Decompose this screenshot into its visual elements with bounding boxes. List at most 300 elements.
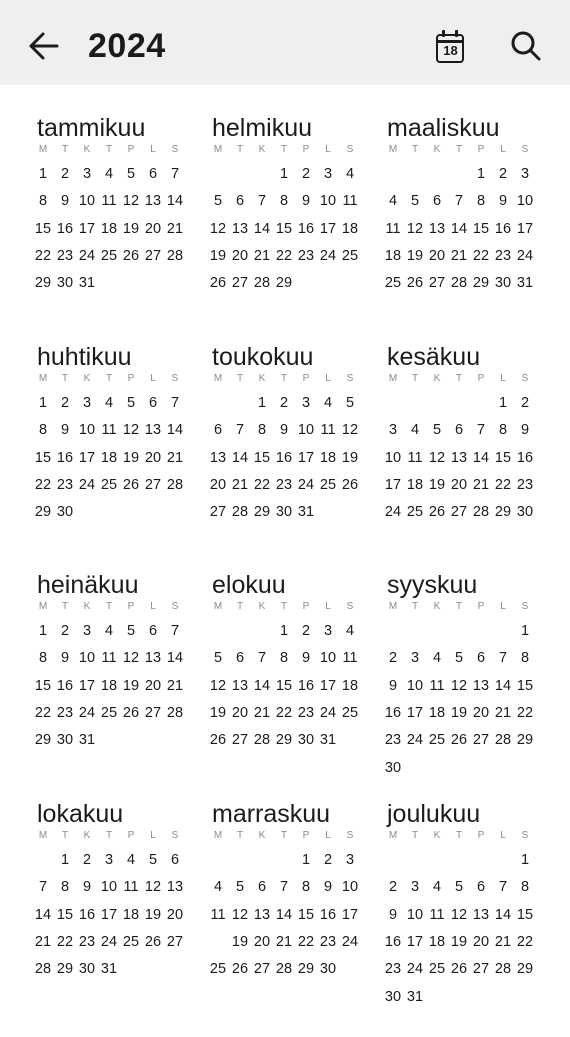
day-cell[interactable]: 27 <box>166 933 184 950</box>
day-cell[interactable]: 23 <box>319 933 337 950</box>
today-day-cell[interactable]: 18 <box>207 929 229 956</box>
day-cell[interactable]: 14 <box>494 906 512 923</box>
day-cell[interactable]: 4 <box>126 852 136 868</box>
day-cell[interactable]: 10 <box>297 422 315 439</box>
day-cell[interactable]: 13 <box>231 220 249 237</box>
day-cell[interactable]: 6 <box>148 623 158 639</box>
day-cell[interactable]: 7 <box>38 879 48 896</box>
day-cell[interactable]: 16 <box>494 220 512 237</box>
day-cell[interactable]: 1 <box>60 852 70 868</box>
day-cell[interactable]: 6 <box>476 650 486 667</box>
day-cell[interactable]: 17 <box>516 220 534 237</box>
day-cell[interactable]: 12 <box>209 220 227 237</box>
day-cell[interactable]: 2 <box>323 852 333 868</box>
day-cell[interactable]: 26 <box>122 704 140 721</box>
day-cell[interactable]: 16 <box>56 677 74 694</box>
day-cell[interactable]: 21 <box>166 677 184 694</box>
day-cell[interactable]: 14 <box>472 449 490 466</box>
day-cell[interactable]: 25 <box>428 732 446 749</box>
day-cell[interactable]: 5 <box>213 193 223 210</box>
day-cell[interactable]: 28 <box>166 476 184 493</box>
day-cell[interactable]: 30 <box>56 732 74 749</box>
day-cell[interactable]: 2 <box>60 623 70 639</box>
day-cell[interactable]: 4 <box>213 879 223 896</box>
day-cell[interactable]: 7 <box>279 879 289 896</box>
day-cell[interactable]: 29 <box>472 275 490 292</box>
day-cell[interactable]: 25 <box>122 933 140 950</box>
day-cell[interactable]: 22 <box>34 704 52 721</box>
day-cell[interactable]: 5 <box>454 879 464 896</box>
day-cell[interactable]: 20 <box>253 933 271 950</box>
day-cell[interactable]: 17 <box>406 933 424 950</box>
day-cell[interactable]: 13 <box>144 193 162 210</box>
day-cell[interactable]: 28 <box>494 732 512 749</box>
day-cell[interactable]: 18 <box>428 704 446 721</box>
day-cell[interactable]: 1 <box>279 623 289 639</box>
day-cell[interactable]: 24 <box>406 732 424 749</box>
day-cell[interactable]: 11 <box>210 906 226 923</box>
day-cell[interactable]: 7 <box>498 650 508 667</box>
day-cell[interactable]: 11 <box>429 906 445 923</box>
day-cell[interactable]: 25 <box>100 476 118 493</box>
day-cell[interactable]: 6 <box>148 166 158 182</box>
day-cell[interactable]: 9 <box>60 422 70 439</box>
day-cell[interactable]: 24 <box>319 247 337 264</box>
day-cell[interactable]: 11 <box>342 650 358 667</box>
day-cell[interactable]: 18 <box>341 220 359 237</box>
day-cell[interactable]: 7 <box>170 166 180 182</box>
day-cell[interactable]: 5 <box>235 879 245 896</box>
day-cell[interactable]: 16 <box>56 220 74 237</box>
day-cell[interactable]: 7 <box>476 422 486 439</box>
day-cell[interactable]: 31 <box>78 732 96 749</box>
day-cell[interactable]: 10 <box>78 422 96 439</box>
day-cell[interactable]: 31 <box>516 275 534 292</box>
day-cell[interactable]: 11 <box>101 193 117 210</box>
day-cell[interactable]: 12 <box>428 449 446 466</box>
day-cell[interactable]: 29 <box>253 504 271 521</box>
day-cell[interactable]: 29 <box>494 504 512 521</box>
search-button[interactable] <box>506 26 546 66</box>
day-cell[interactable]: 15 <box>275 677 293 694</box>
day-cell[interactable]: 22 <box>516 933 534 950</box>
day-cell[interactable]: 13 <box>231 677 249 694</box>
day-cell[interactable]: 16 <box>384 933 402 950</box>
day-cell[interactable]: 18 <box>100 677 118 694</box>
day-cell[interactable]: 22 <box>275 704 293 721</box>
day-cell[interactable]: 21 <box>472 476 490 493</box>
day-cell[interactable]: 15 <box>275 220 293 237</box>
day-cell[interactable]: 6 <box>454 422 464 439</box>
day-cell[interactable]: 10 <box>516 193 534 210</box>
day-cell[interactable]: 20 <box>450 476 468 493</box>
day-cell[interactable]: 22 <box>34 247 52 264</box>
day-cell[interactable]: 14 <box>253 677 271 694</box>
day-cell[interactable]: 25 <box>384 275 402 292</box>
day-cell[interactable]: 19 <box>450 704 468 721</box>
day-cell[interactable]: 27 <box>144 704 162 721</box>
day-cell[interactable]: 7 <box>257 650 267 667</box>
day-cell[interactable]: 28 <box>166 704 184 721</box>
day-cell[interactable]: 16 <box>384 704 402 721</box>
day-cell[interactable]: 8 <box>476 193 486 210</box>
day-cell[interactable]: 4 <box>104 166 114 182</box>
day-cell[interactable]: 28 <box>34 961 52 978</box>
day-cell[interactable]: 23 <box>516 476 534 493</box>
day-cell[interactable]: 14 <box>34 906 52 923</box>
day-cell[interactable]: 25 <box>428 961 446 978</box>
day-cell[interactable]: 23 <box>56 704 74 721</box>
day-cell[interactable]: 5 <box>213 650 223 667</box>
day-cell[interactable]: 4 <box>345 166 355 182</box>
day-cell[interactable]: 12 <box>231 906 249 923</box>
day-cell[interactable]: 16 <box>275 449 293 466</box>
day-cell[interactable]: 2 <box>388 650 398 667</box>
day-cell[interactable]: 13 <box>144 422 162 439</box>
day-cell[interactable]: 14 <box>166 650 184 667</box>
day-cell[interactable]: 29 <box>516 732 534 749</box>
day-cell[interactable]: 17 <box>319 677 337 694</box>
day-cell[interactable]: 23 <box>384 732 402 749</box>
day-cell[interactable]: 14 <box>275 906 293 923</box>
day-cell[interactable]: 21 <box>275 933 293 950</box>
day-cell[interactable]: 10 <box>406 906 424 923</box>
day-cell[interactable]: 20 <box>472 933 490 950</box>
day-cell[interactable]: 22 <box>275 247 293 264</box>
day-cell[interactable]: 5 <box>410 193 420 210</box>
day-cell[interactable]: 18 <box>341 677 359 694</box>
day-cell[interactable]: 4 <box>388 193 398 210</box>
day-cell[interactable]: 19 <box>341 449 359 466</box>
day-cell[interactable]: 26 <box>450 732 468 749</box>
day-cell[interactable]: 13 <box>428 220 446 237</box>
day-cell[interactable]: 25 <box>319 476 337 493</box>
day-cell[interactable]: 5 <box>126 166 136 182</box>
day-cell[interactable]: 12 <box>122 193 140 210</box>
day-cell[interactable]: 23 <box>297 247 315 264</box>
day-cell[interactable]: 25 <box>341 247 359 264</box>
back-button[interactable] <box>24 26 64 66</box>
day-cell[interactable]: 7 <box>235 422 245 439</box>
day-cell[interactable]: 1 <box>476 166 486 182</box>
day-cell[interactable]: 30 <box>56 275 74 292</box>
day-cell[interactable]: 27 <box>472 732 490 749</box>
day-cell[interactable]: 14 <box>231 449 249 466</box>
day-cell[interactable]: 14 <box>166 422 184 439</box>
day-cell[interactable]: 19 <box>209 247 227 264</box>
day-cell[interactable]: 19 <box>209 704 227 721</box>
day-cell[interactable]: 23 <box>78 933 96 950</box>
day-cell[interactable]: 22 <box>253 476 271 493</box>
day-cell[interactable]: 13 <box>472 677 490 694</box>
day-cell[interactable]: 5 <box>454 650 464 667</box>
day-cell[interactable]: 7 <box>170 623 180 639</box>
day-cell[interactable]: 20 <box>144 220 162 237</box>
day-cell[interactable]: 10 <box>384 449 402 466</box>
day-cell[interactable]: 24 <box>341 933 359 950</box>
day-cell[interactable]: 9 <box>60 193 70 210</box>
day-cell[interactable]: 22 <box>472 247 490 264</box>
day-cell[interactable]: 8 <box>257 422 267 439</box>
day-cell[interactable]: 27 <box>231 275 249 292</box>
day-cell[interactable]: 3 <box>301 395 311 411</box>
day-cell[interactable]: 23 <box>297 704 315 721</box>
day-cell[interactable]: 16 <box>319 906 337 923</box>
day-cell[interactable]: 24 <box>100 933 118 950</box>
day-cell[interactable]: 13 <box>166 879 184 896</box>
day-cell[interactable]: 4 <box>104 623 114 639</box>
day-cell[interactable]: 27 <box>472 961 490 978</box>
day-cell[interactable]: 1 <box>498 395 508 411</box>
day-cell[interactable]: 21 <box>450 247 468 264</box>
day-cell[interactable]: 21 <box>34 933 52 950</box>
day-cell[interactable]: 14 <box>166 193 184 210</box>
day-cell[interactable]: 30 <box>494 275 512 292</box>
day-cell[interactable]: 29 <box>516 961 534 978</box>
day-cell[interactable]: 9 <box>520 422 530 439</box>
day-cell[interactable]: 29 <box>275 275 293 292</box>
day-cell[interactable]: 17 <box>341 906 359 923</box>
day-cell[interactable]: 19 <box>450 933 468 950</box>
day-cell[interactable]: 6 <box>213 422 223 439</box>
day-cell[interactable]: 24 <box>78 247 96 264</box>
day-cell[interactable]: 8 <box>60 879 70 896</box>
day-cell[interactable]: 23 <box>494 247 512 264</box>
day-cell[interactable]: 20 <box>144 677 162 694</box>
day-cell[interactable]: 31 <box>100 961 118 978</box>
day-cell[interactable]: 26 <box>231 961 249 978</box>
day-cell[interactable]: 17 <box>406 704 424 721</box>
day-cell[interactable]: 6 <box>257 879 267 896</box>
day-cell[interactable]: 2 <box>301 166 311 182</box>
day-cell[interactable]: 19 <box>144 906 162 923</box>
day-cell[interactable]: 20 <box>209 476 227 493</box>
day-cell[interactable]: 15 <box>494 449 512 466</box>
day-cell[interactable]: 26 <box>209 275 227 292</box>
day-cell[interactable]: 23 <box>56 476 74 493</box>
day-cell[interactable]: 7 <box>454 193 464 210</box>
day-cell[interactable]: 17 <box>78 677 96 694</box>
day-cell[interactable]: 25 <box>341 704 359 721</box>
day-cell[interactable]: 16 <box>297 220 315 237</box>
day-cell[interactable]: 19 <box>122 449 140 466</box>
day-cell[interactable]: 31 <box>297 504 315 521</box>
day-cell[interactable]: 15 <box>253 449 271 466</box>
day-cell[interactable]: 11 <box>320 422 336 439</box>
day-cell[interactable]: 26 <box>144 933 162 950</box>
day-cell[interactable]: 27 <box>253 961 271 978</box>
day-cell[interactable]: 5 <box>126 395 136 411</box>
day-cell[interactable]: 30 <box>516 504 534 521</box>
day-cell[interactable]: 3 <box>323 623 333 639</box>
day-cell[interactable]: 29 <box>34 275 52 292</box>
day-cell[interactable]: 9 <box>301 193 311 210</box>
day-cell[interactable]: 6 <box>476 879 486 896</box>
day-cell[interactable]: 19 <box>122 220 140 237</box>
day-cell[interactable]: 30 <box>319 961 337 978</box>
day-cell[interactable]: 8 <box>498 422 508 439</box>
day-cell[interactable]: 23 <box>275 476 293 493</box>
day-cell[interactable]: 28 <box>253 275 271 292</box>
day-cell[interactable]: 4 <box>345 623 355 639</box>
day-cell[interactable]: 14 <box>450 220 468 237</box>
day-cell[interactable]: 26 <box>122 476 140 493</box>
day-cell[interactable]: 29 <box>34 504 52 521</box>
day-cell[interactable]: 7 <box>257 193 267 210</box>
day-cell[interactable]: 17 <box>297 449 315 466</box>
day-cell[interactable]: 10 <box>78 650 96 667</box>
day-cell[interactable]: 28 <box>494 961 512 978</box>
day-cell[interactable]: 18 <box>100 449 118 466</box>
day-cell[interactable]: 1 <box>279 166 289 182</box>
day-cell[interactable]: 7 <box>498 879 508 896</box>
day-cell[interactable]: 25 <box>100 247 118 264</box>
day-cell[interactable]: 3 <box>104 852 114 868</box>
day-cell[interactable]: 4 <box>323 395 333 411</box>
day-cell[interactable]: 8 <box>279 650 289 667</box>
day-cell[interactable]: 15 <box>472 220 490 237</box>
day-cell[interactable]: 30 <box>384 759 402 776</box>
day-cell[interactable]: 8 <box>279 193 289 210</box>
day-cell[interactable]: 1 <box>520 623 530 639</box>
day-cell[interactable]: 27 <box>209 504 227 521</box>
day-cell[interactable]: 10 <box>319 650 337 667</box>
day-cell[interactable]: 2 <box>82 852 92 868</box>
day-cell[interactable]: 28 <box>450 275 468 292</box>
day-cell[interactable]: 26 <box>122 247 140 264</box>
day-cell[interactable]: 12 <box>450 677 468 694</box>
day-cell[interactable]: 27 <box>231 732 249 749</box>
day-cell[interactable]: 21 <box>253 704 271 721</box>
day-cell[interactable]: 5 <box>148 852 158 868</box>
day-cell[interactable]: 10 <box>319 193 337 210</box>
day-cell[interactable]: 9 <box>279 422 289 439</box>
day-cell[interactable]: 15 <box>297 906 315 923</box>
day-cell[interactable]: 1 <box>38 395 48 411</box>
day-cell[interactable]: 2 <box>388 879 398 896</box>
day-cell[interactable]: 18 <box>122 906 140 923</box>
day-cell[interactable]: 1 <box>520 852 530 868</box>
day-cell[interactable]: 8 <box>38 422 48 439</box>
day-cell[interactable]: 12 <box>341 422 359 439</box>
day-cell[interactable]: 26 <box>209 732 227 749</box>
day-cell[interactable]: 26 <box>341 476 359 493</box>
day-cell[interactable]: 24 <box>406 961 424 978</box>
day-cell[interactable]: 6 <box>235 650 245 667</box>
day-cell[interactable]: 30 <box>297 732 315 749</box>
day-cell[interactable]: 10 <box>78 193 96 210</box>
day-cell[interactable]: 2 <box>520 395 530 411</box>
day-cell[interactable]: 19 <box>406 247 424 264</box>
day-cell[interactable]: 3 <box>82 395 92 411</box>
day-cell[interactable]: 2 <box>279 395 289 411</box>
day-cell[interactable]: 5 <box>345 395 355 411</box>
day-cell[interactable]: 18 <box>406 476 424 493</box>
day-cell[interactable]: 20 <box>166 906 184 923</box>
day-cell[interactable]: 25 <box>100 704 118 721</box>
day-cell[interactable]: 5 <box>126 623 136 639</box>
day-cell[interactable]: 19 <box>231 933 249 950</box>
day-cell[interactable]: 12 <box>209 677 227 694</box>
day-cell[interactable]: 8 <box>520 879 530 896</box>
day-cell[interactable]: 1 <box>38 166 48 182</box>
day-cell[interactable]: 9 <box>323 879 333 896</box>
day-cell[interactable]: 24 <box>78 476 96 493</box>
day-cell[interactable]: 15 <box>34 220 52 237</box>
day-cell[interactable]: 17 <box>100 906 118 923</box>
day-cell[interactable]: 30 <box>275 504 293 521</box>
day-cell[interactable]: 20 <box>231 247 249 264</box>
day-cell[interactable]: 16 <box>516 449 534 466</box>
day-cell[interactable]: 22 <box>56 933 74 950</box>
day-cell[interactable]: 9 <box>388 677 398 694</box>
day-cell[interactable]: 6 <box>235 193 245 210</box>
day-cell[interactable]: 20 <box>428 247 446 264</box>
day-cell[interactable]: 21 <box>494 704 512 721</box>
day-cell[interactable]: 15 <box>516 677 534 694</box>
day-cell[interactable]: 21 <box>253 247 271 264</box>
day-cell[interactable]: 2 <box>60 166 70 182</box>
day-cell[interactable]: 6 <box>432 193 442 210</box>
day-cell[interactable]: 1 <box>38 623 48 639</box>
day-cell[interactable]: 22 <box>34 476 52 493</box>
day-cell[interactable]: 19 <box>428 476 446 493</box>
day-cell[interactable]: 27 <box>450 504 468 521</box>
day-cell[interactable]: 4 <box>432 650 442 667</box>
day-cell[interactable]: 13 <box>209 449 227 466</box>
day-cell[interactable]: 31 <box>319 732 337 749</box>
day-cell[interactable]: 7 <box>170 395 180 411</box>
day-cell[interactable]: 26 <box>450 961 468 978</box>
day-cell[interactable]: 12 <box>406 220 424 237</box>
day-cell[interactable]: 16 <box>297 677 315 694</box>
day-cell[interactable]: 25 <box>406 504 424 521</box>
day-cell[interactable]: 12 <box>450 906 468 923</box>
day-cell[interactable]: 28 <box>472 504 490 521</box>
day-cell[interactable]: 2 <box>498 166 508 182</box>
day-cell[interactable]: 23 <box>384 961 402 978</box>
day-cell[interactable]: 17 <box>78 449 96 466</box>
day-cell[interactable]: 11 <box>429 677 445 694</box>
day-cell[interactable]: 13 <box>253 906 271 923</box>
day-cell[interactable]: 8 <box>301 879 311 896</box>
day-cell[interactable]: 13 <box>472 906 490 923</box>
day-cell[interactable]: 14 <box>494 677 512 694</box>
day-cell[interactable]: 18 <box>428 933 446 950</box>
day-cell[interactable]: 24 <box>516 247 534 264</box>
day-cell[interactable]: 29 <box>34 732 52 749</box>
day-cell[interactable]: 12 <box>122 422 140 439</box>
day-cell[interactable]: 28 <box>253 732 271 749</box>
day-cell[interactable]: 28 <box>275 961 293 978</box>
day-cell[interactable]: 29 <box>297 961 315 978</box>
day-cell[interactable]: 3 <box>520 166 530 182</box>
day-cell[interactable]: 15 <box>34 449 52 466</box>
day-cell[interactable]: 27 <box>144 476 162 493</box>
day-cell[interactable]: 9 <box>498 193 508 210</box>
day-cell[interactable]: 22 <box>297 933 315 950</box>
day-cell[interactable]: 3 <box>82 623 92 639</box>
day-cell[interactable]: 11 <box>101 650 117 667</box>
day-cell[interactable]: 15 <box>516 906 534 923</box>
day-cell[interactable]: 11 <box>123 879 139 896</box>
day-cell[interactable]: 21 <box>494 933 512 950</box>
day-cell[interactable]: 5 <box>432 422 442 439</box>
day-cell[interactable]: 9 <box>82 879 92 896</box>
day-cell[interactable]: 12 <box>122 650 140 667</box>
day-cell[interactable]: 12 <box>144 879 162 896</box>
day-cell[interactable]: 6 <box>148 395 158 411</box>
